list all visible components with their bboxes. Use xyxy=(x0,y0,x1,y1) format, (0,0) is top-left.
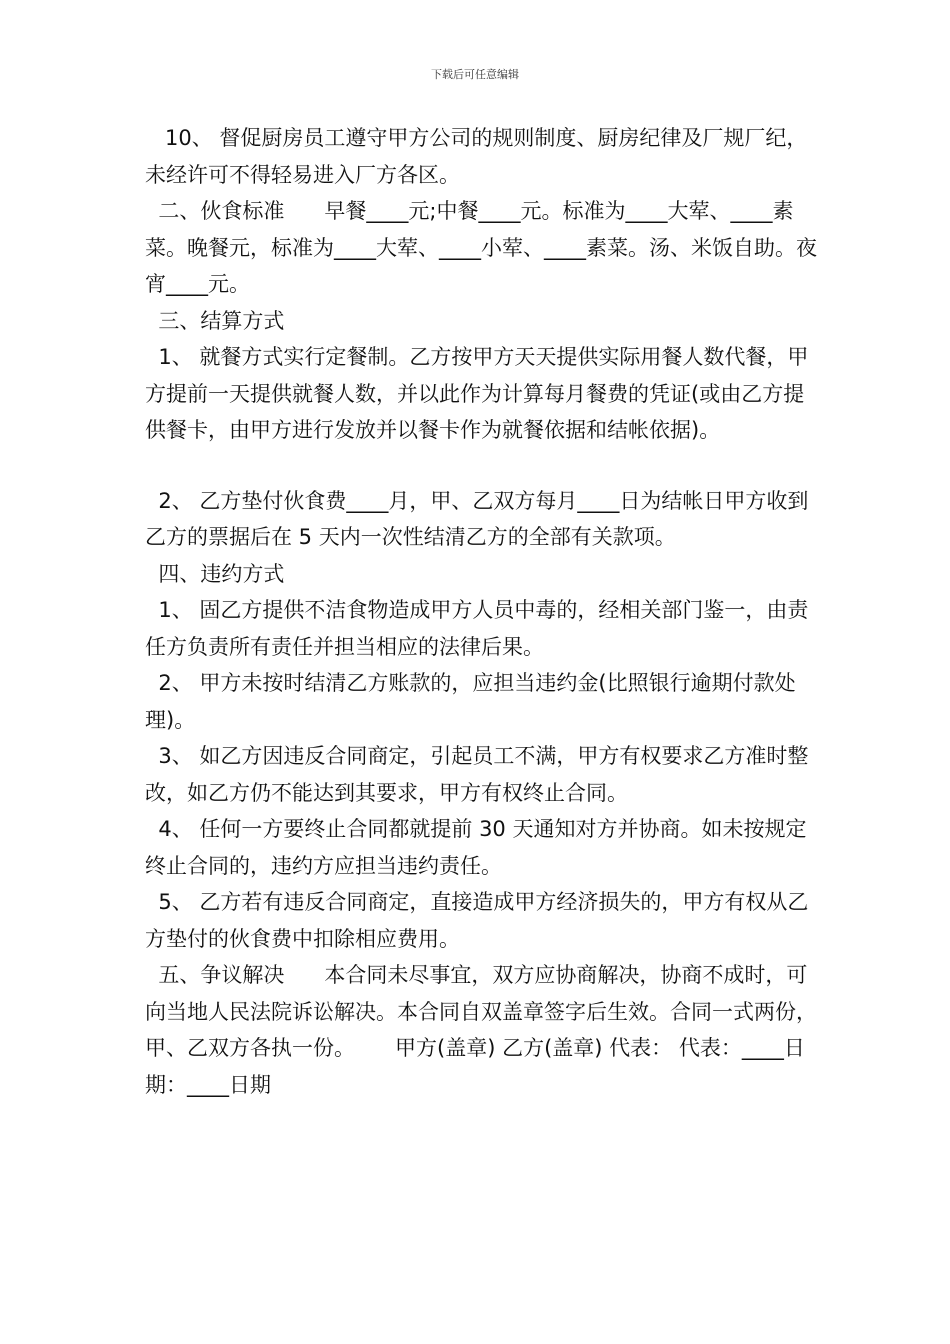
breach-clause-5: 5、 乙方若有违反合同商定，直接造成甲方经济损失的，甲方有权从乙方垫付的伙食费中扣除相应费用。 xyxy=(145,890,809,951)
breach-clause-2: 2、 甲方未按时结清乙方账款的，应担当违约金(比照银行逾期付款处理)。 xyxy=(145,671,796,732)
document-body xyxy=(145,120,817,1103)
breach-clause-3: 3、 如乙方因违反合同商定，引起员工不满，甲方有权要求乙方准时整改，如乙方仍不能达到其要求，甲方有权终止合同。 xyxy=(145,744,809,805)
settlement-clause-1: 1、 就餐方式实行定餐制。乙方按甲方天天提供实际用餐人数代餐，甲方提前一天提供就餐人数，并以此作为计算每月餐费的凭证(或由乙方提供餐卡，由甲方进行发放并以餐卡作为就餐依据和结帐依据)。 xyxy=(145,345,809,442)
breach-clause-4: 4、 任何一方要终止合同都就提前 30 天通知对方并协商。如未按规定终止合同的，违约方应担当违约责任。 xyxy=(145,817,807,878)
page-header: 下载后可任意编辑 xyxy=(431,68,519,81)
clause-10-kitchen-rules: 10、 督促厨房员工遵守甲方公司的规则制度、厨房纪律及厂规厂纪，未经许可不得轻易进入厂方各区。 xyxy=(145,126,808,187)
paragraph-gap xyxy=(145,449,817,483)
settlement-clause-2: 2、 乙方垫付伙食费____月，甲、乙双方每月____日为结帐日甲方收到乙方的票据后在 5 天内一次性结清乙方的全部有关款项。 xyxy=(145,488,809,549)
breach-clause-1: 1、 固乙方提供不洁食物造成甲方人员中毒的，经相关部门鉴一，由责任方负责所有责任并担当相应的法律后果。 xyxy=(145,598,809,659)
section-dispute-resolution: 五、争议解决 本合同未尽事宜，双方应协商解决，协商不成时，可向当地人民法院诉讼解决。本合同自双盖章签字后生效。合同一式两份，甲、乙双方各执一份。 甲方(盖章) 乙方(盖章) 代表： 代表：____日期：____日期 xyxy=(145,963,817,1097)
section-settlement-heading: 三、结算方式 xyxy=(145,308,285,333)
section-breach-heading: 四、违约方式 xyxy=(145,561,285,586)
section-meal-standard: 二、伙食标准 早餐____元;中餐____元。标准为____大荤、____素菜。晚餐元，标准为____大荤、____小荤、____素菜。汤、米饭自助。夜宵____元。 xyxy=(145,199,817,296)
